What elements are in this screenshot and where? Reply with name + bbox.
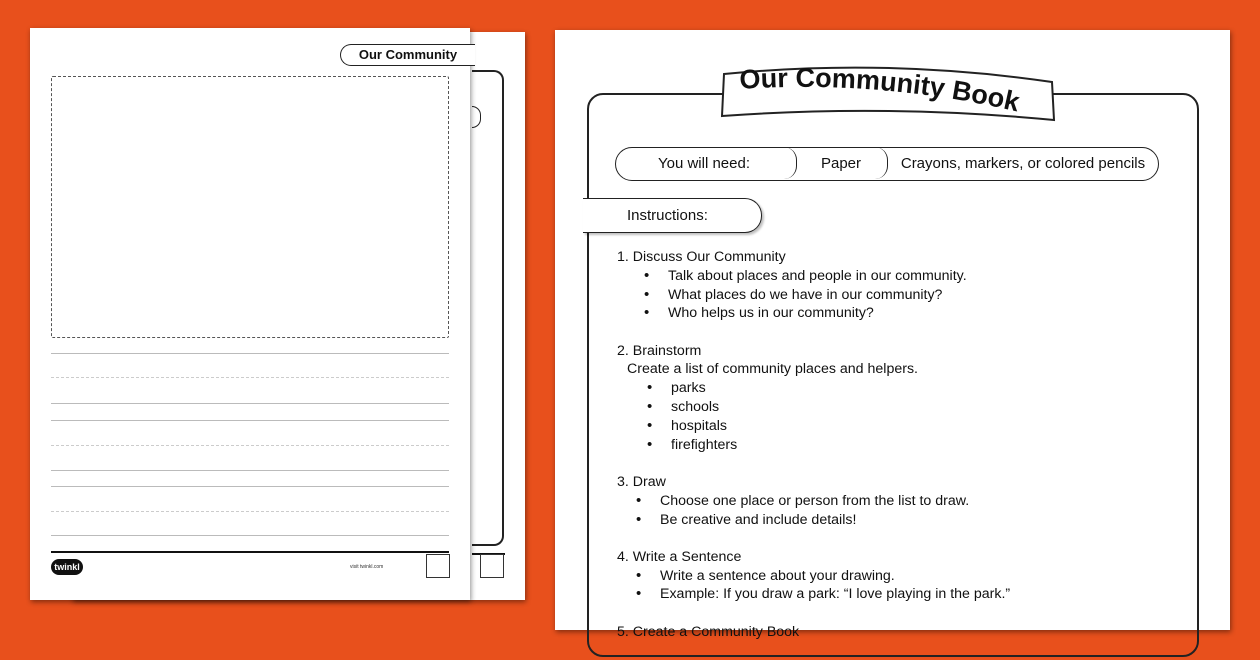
list-item: • Who helps us in our community?	[668, 304, 1177, 323]
step-create-book	[617, 623, 1177, 642]
list-item: • schools	[671, 398, 1177, 417]
list-item: • hospitals	[671, 417, 1177, 436]
materials-divider	[875, 147, 888, 179]
list-item: • Be creative and include details!	[660, 511, 1177, 530]
worksheet-footer-line	[51, 551, 449, 553]
writing-line	[51, 420, 449, 421]
list-item: • parks	[671, 379, 1177, 398]
list-item: • Write a sentence about your drawing.	[660, 567, 1177, 586]
instructions-page	[555, 30, 1230, 640]
instructions-label: Instructions:	[627, 207, 708, 224]
step-heading: 5. Create a Community Book	[617, 623, 800, 640]
back-page-badge-icon	[480, 554, 504, 578]
step-brainstorm	[617, 342, 1177, 455]
step-heading: 4. Write a Sentence	[617, 548, 742, 565]
list-item: • What places do we have in our community?	[668, 286, 1177, 305]
you-will-need-label: You will need:	[657, 155, 750, 172]
list-item: • Talk about places and people in our community.	[668, 267, 1177, 286]
step-draw	[617, 473, 1177, 529]
twinkl-logo: twinkl	[51, 559, 83, 575]
list-item: • Choose one place or person from the list to draw.	[660, 492, 1177, 511]
writing-guide-line	[51, 377, 449, 378]
material-paper: Paper	[820, 155, 862, 172]
material-coloring-tools: Crayons, markers, or colored pencils	[900, 155, 1146, 172]
step-subtext: Create a list of community places and helpers.	[627, 361, 918, 378]
list-item: • Example: If you draw a park: “I love playing in the park.”	[660, 585, 1177, 604]
page-title: Our Community Book	[738, 64, 1023, 118]
step-heading: 3. Draw	[617, 473, 666, 490]
worksheet-badge-icon	[426, 554, 450, 578]
writing-line	[51, 403, 449, 404]
step-discuss	[617, 248, 1177, 323]
instruction-steps	[617, 248, 1177, 660]
writing-line	[51, 535, 449, 536]
writing-line	[51, 353, 449, 354]
writing-guide-line	[51, 511, 449, 512]
writing-guide-line	[51, 445, 449, 446]
worksheet-title: Our Community	[340, 44, 475, 66]
step-write-sentence	[617, 548, 1177, 604]
instructions-label-tab	[583, 198, 762, 233]
step-heading: 2. Brainstorm	[617, 342, 702, 359]
title-banner	[718, 64, 1058, 124]
drawing-box[interactable]	[51, 76, 449, 338]
front-worksheet-page	[30, 28, 470, 600]
writing-line	[51, 470, 449, 471]
materials-row	[615, 147, 1159, 181]
writing-line	[51, 486, 449, 487]
back-page-frame	[472, 70, 504, 546]
list-item: • firefighters	[671, 436, 1177, 455]
footer-url: visit twinkl.com	[350, 564, 384, 570]
step-heading: 1. Discuss Our Community	[617, 249, 786, 265]
